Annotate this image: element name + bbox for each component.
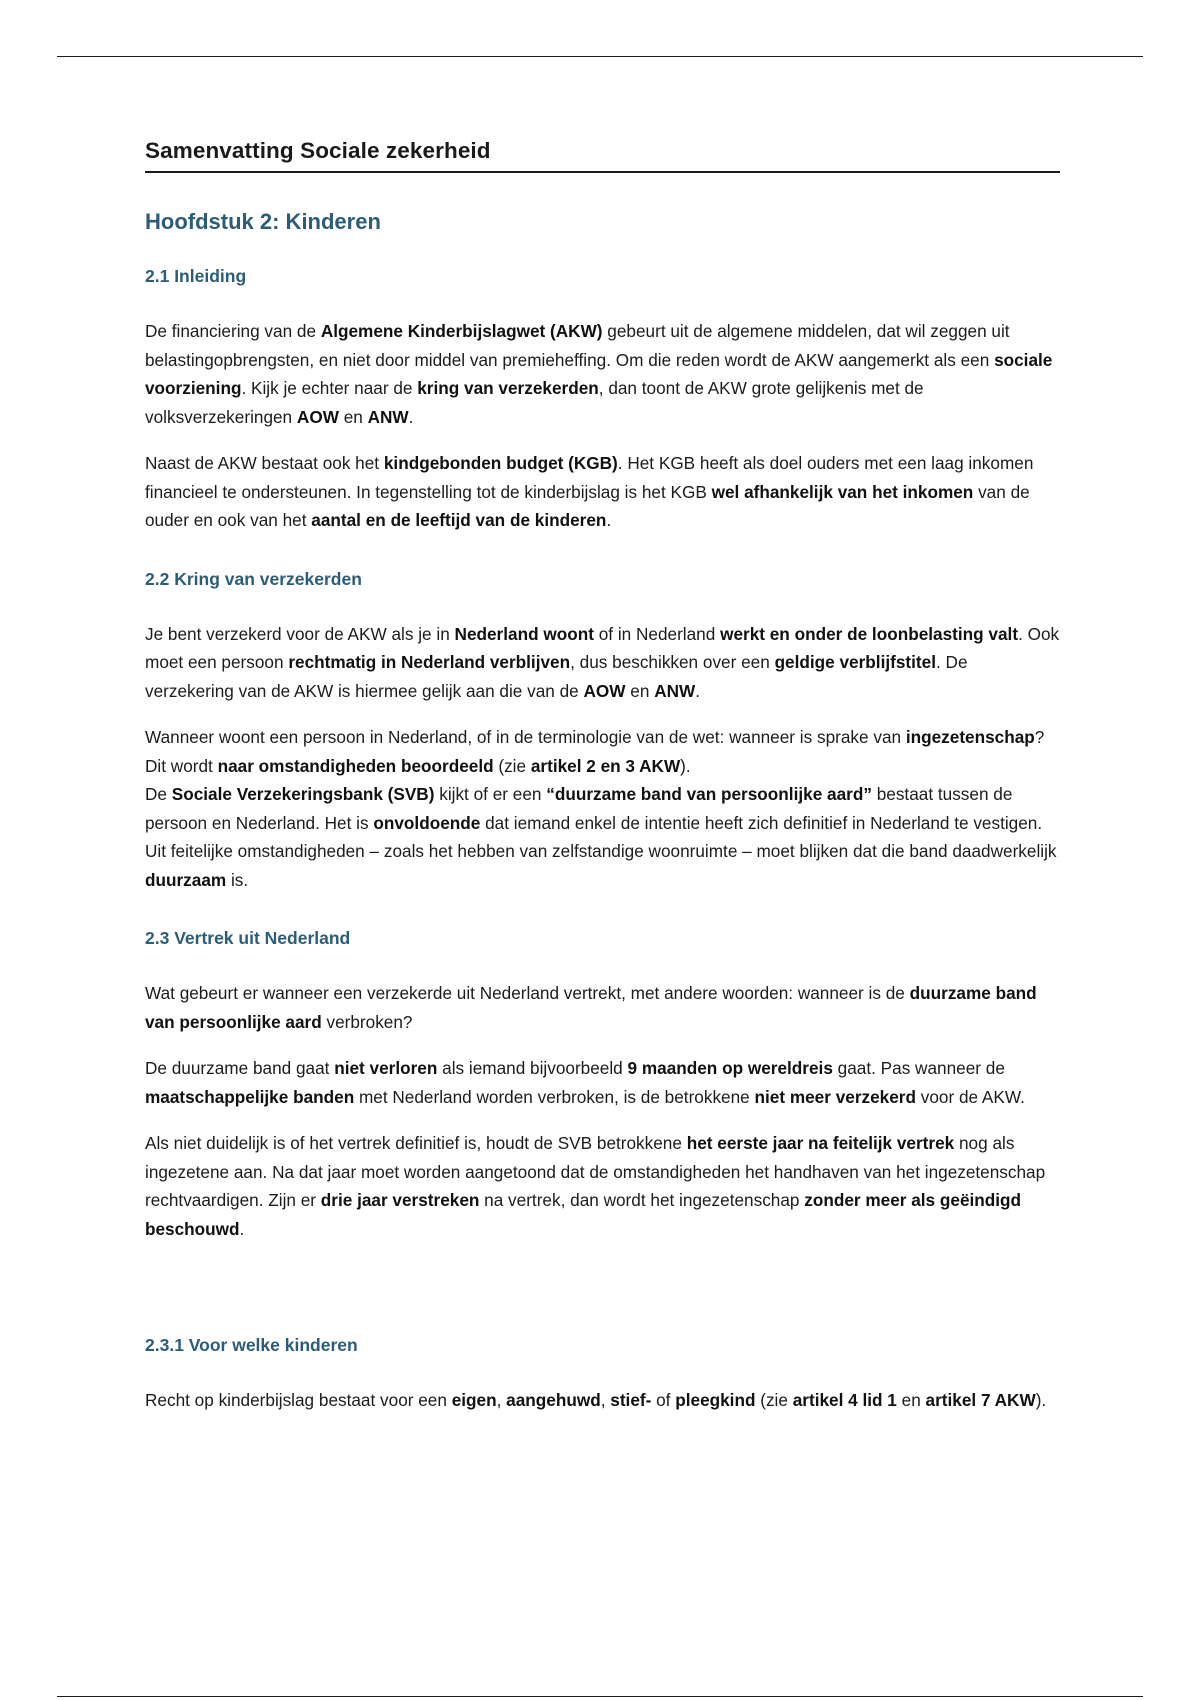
bold-term: naar omstandigheden beoordeeld bbox=[217, 755, 494, 776]
paragraph: Recht op kinderbijslag bestaat voor een eigen, aangehuwd, stief- of pleegkind (zie artikel 4 lid 1 en artikel 7 AKW). bbox=[145, 1390, 1047, 1410]
bold-term: Algemene Kinderbijslagwet (AKW) bbox=[320, 321, 603, 341]
footer-rule bbox=[57, 1696, 1143, 1697]
bold-term: sociale voorziening bbox=[145, 349, 1053, 398]
bold-term: niet verloren bbox=[334, 1058, 438, 1078]
paragraph: Wat gebeurt er wanneer een verzekerde uit Nederland vertrekt, met andere woorden: wanneer is de duurzame band van persoonlijke aard verbroken? bbox=[145, 983, 1037, 1032]
paragraph: Wanneer woont een persoon in Nederland, of in de terminologie van de wet: wanneer is sprake van ingezetenschap? Dit wordt naar omstandigheden beoordeeld (zie artikel 2 en 3 AKW). bbox=[145, 727, 1045, 776]
bold-term: rechtmatig in Nederland verblijven bbox=[288, 652, 571, 672]
bold-term: onvoldoende bbox=[373, 812, 481, 833]
section-heading-2-2: 2.2 Kring van verzekerden bbox=[145, 568, 362, 589]
bold-term: artikel 7 AKW bbox=[925, 1390, 1036, 1410]
bold-term: Nederland woont bbox=[454, 623, 594, 644]
section-body-2-3 bbox=[145, 979, 1060, 1243]
bold-term: Sociale Verzekeringsbank (SVB) bbox=[171, 784, 435, 804]
bold-term: artikel 2 en 3 AKW bbox=[530, 755, 681, 776]
bold-term: werkt en onder de loonbelasting valt bbox=[720, 623, 1019, 644]
bold-term: duurzaam bbox=[145, 869, 227, 890]
bold-term: stief- bbox=[610, 1390, 652, 1410]
section-body-2-3-1 bbox=[145, 1386, 1060, 1415]
chapter-heading: Hoofdstuk 2: Kinderen bbox=[145, 209, 381, 234]
bold-term: pleegkind bbox=[675, 1390, 756, 1410]
bold-term: geldige verblijfstitel bbox=[774, 652, 936, 672]
document-title: Samenvatting Sociale zekerheid bbox=[145, 138, 1060, 173]
section-body-2-2 bbox=[145, 620, 1060, 895]
bold-term: aantal en de leeftijd van de kinderen bbox=[311, 510, 607, 530]
paragraph: De duurzame band gaat niet verloren als iemand bijvoorbeeld 9 maanden op wereldreis gaat. Pas wanneer de maatschappelijke banden met Nederland worden verbroken, is de betrokkene niet meer verzekerd voor de AKW. bbox=[145, 1058, 1025, 1107]
bold-term: ingezetenschap bbox=[905, 727, 1035, 747]
bold-term: ANW bbox=[367, 406, 409, 427]
bold-term: niet meer verzekerd bbox=[754, 1086, 916, 1107]
bold-term: wel afhankelijk van het inkomen bbox=[711, 481, 974, 502]
paragraph: Als niet duidelijk is of het vertrek definitief is, houdt de SVB betrokkene het eerste jaar na feitelijk vertrek nog als ingezetene aan. Na dat jaar moet worden aangetoond dat de omstandigheden het handhaven van het ingezetenschap rechtvaardigen. Zijn er drie jaar verstreken na vertrek, dan wordt het ingezetenschap zonder meer als geëindigd beschouwd. bbox=[145, 1133, 1046, 1239]
paragraph: Je bent verzekerd voor de AKW als je in Nederland woont of in Nederland werkt en onder de loonbelasting valt. Ook moet een persoon rechtmatig in Nederland verblijven, dus beschikken over een geldige verblijfstitel. De verzekering van de AKW is hiermee gelijk aan die van de AOW en ANW. bbox=[145, 623, 1060, 701]
page-content bbox=[145, 138, 1060, 1415]
bold-term: drie jaar verstreken bbox=[320, 1190, 480, 1210]
bold-term: zonder meer als geëindigd beschouwd bbox=[145, 1190, 1022, 1239]
header-rule bbox=[57, 56, 1143, 57]
section-body-2-1 bbox=[145, 317, 1060, 535]
section-heading-2-3: 2.3 Vertrek uit Nederland bbox=[145, 928, 351, 948]
paragraph: Naast de AKW bestaat ook het kindgebonden budget (KGB). Het KGB heeft als doel ouders met een laag inkomen financieel te ondersteunen. In tegenstelling tot de kinderbijslag is het KGB wel afhankelijk van het inkomen van de ouder en ook van het aantal en de leeftijd van de kinderen. bbox=[145, 453, 1034, 530]
paragraph: De financiering van de Algemene Kinderbijslagwet (AKW) gebeurt uit de algemene middelen, dat wil zeggen uit belastingopbrengsten, en niet door middel van premieheffing. Om die reden wordt de AKW aangemerkt als een sociale voorziening. Kijk je echter naar de kring van verzekerden, dan toont de AKW grote gelijkenis met de volksverzekeringen AOW en ANW. bbox=[145, 321, 1053, 427]
section-heading-2-1: 2.1 Inleiding bbox=[145, 266, 247, 286]
section-heading-2-3-1: 2.3.1 Voor welke kinderen bbox=[145, 1335, 358, 1355]
bold-term: aangehuwd bbox=[506, 1390, 601, 1410]
bold-term: kring van verzekerden bbox=[417, 378, 599, 398]
bold-term: “duurzame band van persoonlijke aard” bbox=[546, 784, 872, 804]
bold-term: eigen bbox=[451, 1390, 497, 1410]
bold-term: AOW bbox=[296, 406, 339, 427]
bold-term: AOW bbox=[583, 680, 626, 701]
bold-term: maatschappelijke banden bbox=[145, 1086, 355, 1107]
bold-term: 9 maanden op wereldreis bbox=[627, 1058, 833, 1078]
bold-term: kindgebonden budget (KGB) bbox=[383, 453, 618, 473]
bold-term: ANW bbox=[654, 680, 696, 701]
bold-term: artikel 4 lid 1 bbox=[792, 1390, 897, 1410]
paragraph: De Sociale Verzekeringsbank (SVB) kijkt of er een “duurzame band van persoonlijke aard” bestaat tussen de persoon en Nederland. Het is onvoldoende dat iemand enkel de intentie heeft zich definitief in Nederland te vestigen. Uit feitelijke omstandigheden – zoals het hebben van zelfstandige woonruimte – moet blijken dat die band daadwerkelijk duurzaam is. bbox=[145, 784, 1057, 890]
bold-term: duurzame band van persoonlijke aard bbox=[145, 983, 1037, 1032]
bold-term: het eerste jaar na feitelijk vertrek bbox=[686, 1133, 955, 1153]
